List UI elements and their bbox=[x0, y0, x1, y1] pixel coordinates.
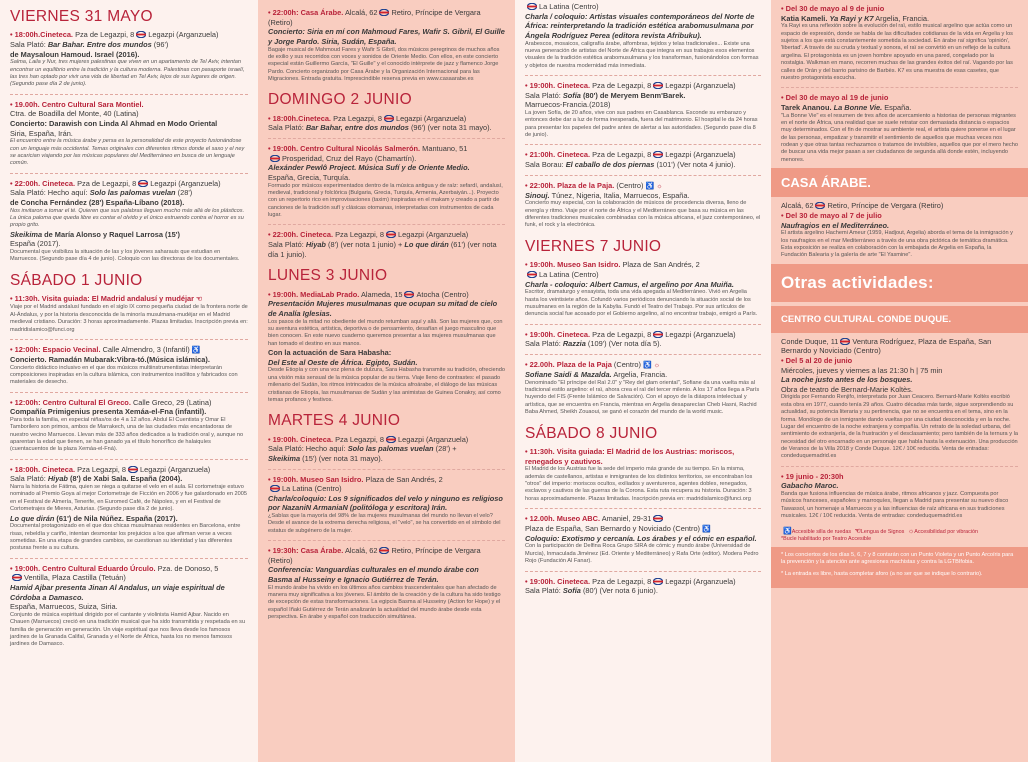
event: Conde Duque, 11 Ventura Rodríguez, Plaza de España, San Bernardo y Noviciado (Centro) • Del 5 al 20 de junio Miércoles, jueves y viernes a las 21:30 h | 75 min La noche justo antes de los bosques. Obra de teatro de Bernard-Marie Koltès. Dirigida por Fernando Renjifo, interpretada por Juan Ceacero. Bernard-Marie Koltès escribió esta obra en 1977, cuando tenía 29 años. Cuatro décadas más tarde, sigue sorprendiendo su actualidad, su potencia literaria y su pertinencia, que no se encuentra en el tema, sino en la forma. Monólogo de un inmigrante dando vueltas por una ciudad desconocida y en la noche. Lugar del encuentro de la noche extranjera y compañía. Un retrato de la soledad urbana, del sentimiento de extranjería, de la frustración y el desclasamiento; pero también de la ternura y la necesidad del otro encarnado en un personaje que habla hasta la extenuación. Una producción de Veranos de la Villa 2018 y Conde Duque. 12€ / 10€ reducida. Venta de entradas: condeduquemadrid.es bbox=[781, 336, 1018, 460]
event: • 12.00h. Museo ABC. Amaniel, 29-31 Plaza de España, San Bernardo y Noviciado (Centro) ♿ Coloquio: Exotismo y cercanía. Los árabes y el cómic en español. Con la participación de Delfina Roca Grupo SIRA de cómic y mundo árabe (Universidad de Murcia), Inmaculada Jiménez (Ed. Oriente y Mediterráneo) y Rafa Orte (editor). Modera Pedro Rojo (Fundación Al Fanar). bbox=[525, 514, 759, 565]
accessibility-legend: ♿Accesible silla de ruedas ☜Lengua de Signos ☼Accesibilidad por vibración *Bucle habilitado por Teatro Accesible bbox=[781, 527, 979, 542]
metro-icon bbox=[384, 115, 394, 122]
metro-icon bbox=[527, 3, 537, 10]
day-heading: SÁBADO 1 JUNIO bbox=[10, 271, 143, 289]
event: • 19:00h. Cineteca. Pza Legazpi, 8 Legazpi (Arganzuela) Sala Plató: Hecho aquí: Solo las palomas vuelan (28') + Skeikima (15') (ver nota 31 mayo). bbox=[268, 434, 469, 463]
metro-icon bbox=[386, 231, 396, 238]
bullet-icon: • bbox=[10, 30, 13, 40]
day-heading: LUNES 3 JUNIO bbox=[268, 267, 388, 285]
event: • 19:00h. Cineteca. Pza de Legazpi, 8 Legazpi (Arganzuela) Sala Plató: Sofía (80') (Ver nota 6 junio). bbox=[525, 576, 736, 596]
metro-icon bbox=[386, 436, 396, 443]
event: • 19:00h. Museo San Isidro. Plaza de San Andrés, 2 La Latina (Centro) Charla - coloquio: Albert Camus, el argelino por Ana Muiña. Escritor, dramaturgo y ensayista, toda una vida apegada al Mediterráneo. Vivió en Argelia hasta los veintisiete años. Cofundó varios periódicos denunciando la situación social de los musulmanes en la región de la Kabylia. Fundó el Teatro del Trabajo. Por sus artículos de denuncia social fue acosado por el Gobierno argelino, al no encontrar trabajo, emigró a París. bbox=[525, 260, 758, 318]
event: • 22:00h. Cineteca. Pza de Legazpi, 8 Legazpi (Arganzuela) Sala Plató: Hecho aquí: Solo las palomas vuelan (28') de Concha Fernández (28') España-Líbano (2018). Nos invitaron a tomar el té. Quieren que sus palabras lleguen mucho más allá de los plásticos. La única paloma que queda libre es contar el olvido y el único estruendo contra el horror es su propio grito. Skeikima de María Alonso y Raquel Larrosa (15') España (2017). Documental que visibiliza la situación de las y los jóvenes saharauis que estudian en Marruecos. (Segundo pase día 4 de junio). Coloquio con las directoras de los documentales. bbox=[10, 178, 245, 263]
day-heading: SÁBADO 8 JUNIO bbox=[525, 424, 658, 442]
metro-icon bbox=[128, 466, 138, 473]
event: • 19:00h. Centro Cultural Eduardo Úrculo. Pza. de Donoso, 5 Ventilla, Plaza Castilla (Tetuán) Hamid Ajbar presenta Jinan Al Andalus, un viaje espiritual de Córdoba a Damasco. España, Marruecos, Suiza, Siria. Conjunto de música espiritual dirigido por el cantante y violinista Hamid Ajbar. Nacido en Chauen (Marruecos) creció en una tradición musical que ha sido transmitida y respetada en su familia de generación en generación. Un viaje espiritual que nos lleva desde los famosos jardines de la Granada Califal, Granada y el Norte de África, hasta los no menos famosos jardines de Damasco. bbox=[10, 563, 246, 648]
metro-icon bbox=[270, 485, 280, 492]
section-title: CASA ÁRABE. bbox=[781, 175, 871, 191]
vibration-icon: ☼ bbox=[653, 361, 661, 369]
column-2 bbox=[258, 0, 515, 762]
sign-language-icon: ☜ bbox=[196, 296, 203, 304]
event: • 11:30h. Visita guiada: El Madrid andalusí y mudéjar ☜ Viaje por el Madrid andalusí fundado en el siglo IX como pequeña ciudad de la frontera norte de Al-Ándalus, y por la historia desconocida de la minoría musulmana-mudéjar en el Madrid medieval cristiano. Duración: 3 horas aproximadamente. Plazas limitadas. Inscripción previa en: madridislamico@funci.org bbox=[10, 294, 248, 333]
wheelchair-icon: ♿ bbox=[643, 361, 652, 369]
footer-notes: * Los conciertos de los días 5, 6, 7 y 8 contarán con un Punto Violeta y un Punto Arcoíris para la prevención y la atención ante agresiones machistas y contra la LGTBIfobia. * La entrada es libre, hasta completar aforo (a no ser que se indique lo contrario). bbox=[781, 551, 1014, 577]
metro-icon bbox=[527, 271, 537, 278]
vibration-icon: ☼ bbox=[907, 527, 915, 535]
metro-icon bbox=[379, 547, 389, 554]
metro-icon bbox=[653, 331, 663, 338]
event: • 19:00h. Cineteca. Pza de Legazpi, 8 Legazpi (Arganzuela) Sala Plató: Sofía (80') de Meryem Benm'Barek. Marruecos-Francia.(2018) La joven Sofía, de 20 años, vive con sus padres en Casablanca. Esconde su embarazo y entonces debe dar a luz de forma inesperada, fuera del matrimonio. El hospital le da 24 horas para presentar los papeles del padre antes de alertar a las autoridades. (Segundo pase día 8 de junio). bbox=[525, 81, 758, 138]
column-1 bbox=[0, 0, 258, 762]
metro-icon bbox=[379, 9, 389, 16]
metro-icon bbox=[653, 82, 663, 89]
event: Alcalá, 62 Retiro, Príncipe de Vergara (Retiro) • Del 30 de mayo al 7 de julio Naufragios en el Mediterráneo. El artista argelino Hachemi Ameur (1959, Hadjout, Argelia) aborda el tema de la inmigración y los naufragios en el mar Mediterráneo a través de una obra pictórica de temática dramática. Esta exposición se realiza en colaboración con la embajada de Argelia en España, la Fundación Balearia y la galería de arte "El Yasmine". bbox=[781, 201, 1013, 259]
metro-icon bbox=[404, 291, 414, 298]
event: La Latina (Centro) Charla / coloquio: Artistas visuales contemporáneos del Norte de África: reinterpretando la tradición estética arabomusulmana por Ángela Rodríguez Perea (editora revista Afribuku). Arabescos, mosaicos, caligrafía árabe, alfombras, tejidos y telas tradicionales... Existe una nueva generación de artistas del Norte de África que integra en sus trabajos esos elementos visuales de la tradición estética arabomusulmana y los transforman, fusionándolos con formas y objetos de nuestra modernidad más inmediata. bbox=[525, 2, 759, 69]
event: • Del 30 de mayo al 19 de junio Tarek Ananou. La Bonne Vie. España. "La Bonne Vie" es el resumen de tres años de acercamiento a historias de personas migrantes en el norte de África, una realidad que se suele retratar con demasiada distancia o espacios muy determinados. Con el fin de mostrar su ambiente real, el artista quiere ponerse en el lugar de las personas, empatizar y transmitir el sentimiento de aquellos que muchas veces nos rodean y que otras tantas rechazamos o tratamos de invisibles, aquellos que por el mero hecho de buscar una vida mejor pasan a ser ciudadanos de segunda allá donde estén, incluyendo menores. bbox=[781, 93, 1018, 163]
event: • 19:00h. Centro Cultural Nicolás Salmerón. Mantuano, 51 Prosperidad, Cruz del Rayo (Chamartín). Alexánder Pewlô Project. Música Sufí y de Oriente Medio. España, Grecia, Turquía. Formado por músicos experimentados dentro de la música antigua y de raíz: sefardí, andalusí, medieval, tradicional y folclórica (Bulgaria, Grecia, Turquía, Armenia, Azerbaiyán...). Proyecto con un repertorio rico en improvisaciones (taxim) inspiradas en el makam y creado a partir de canciones de la tradición sufí y clásicas otomanas, interpretadas con instrumentos de cada lugar. bbox=[268, 144, 503, 219]
day-heading: VIERNES 7 JUNIO bbox=[525, 237, 662, 255]
metro-icon bbox=[653, 515, 663, 522]
event: • 21:00h. Cineteca. Pza de Legazpi, 8 Legazpi (Arganzuela) Sala Borau: El caballo de dos piernas (101') (Ver nota 4 junio). bbox=[525, 150, 736, 169]
event: • 12:00h: Centro Cultural El Greco. Calle Greco, 29 (Latina) Compañía Primigenius presenta Xemáa-el-Fna (infantil). Para toda la familia, en especial niñas/os de 4 a 12 años. Abdul El Cuentista y Omar El Tamborilero son primos, ambos de Marrakech, una de las ciudades más encantadoras de nuestro vecino Marruecos. Llevan más de 333 años dedicados a la tradición oral y, aunque no aparentan la edad que tienen, se han ganado ya el título honorífico de halaiquíes (cuentacuentos de la plaza Xemáa-el-Fná). bbox=[10, 397, 244, 453]
event: • 19:00h. MediaLab Prado. Alameda, 15 Atocha (Centro) Presentación Mujeres musulmanas que ocupan su mitad de cielo de Analía Iglesias. Los pasos de la mitad no obediente del mundo retumban aquí y allá. Son las mujeres que, con su aventura estética, artística, deportiva o de pensamiento, desafían el juego masculino que bien conocen. En este nuevo cuaderno queremos presentar a las mujeres musulmanas que han tomado el destino en sus manos. Con la actuación de Sara Habasha: Del Este al Oeste de África. Egipto, Sudán. Desde Etiopía y con una voz plena de dulzura, Sara Habasha transmite su tradición, ofreciendo una visión más sensual de la música popular de su tierra. Viaje lleno de contrastes: el pasado milenario del Sudán, los ritmos intrincados de la música afroárabe, el diálogo de las músicas cristianas de Etiopía, las musulmanas de Sudán y las animistas de Guinea Conakry, así como temas profanos y festivos. bbox=[268, 289, 505, 403]
sign-language-icon: ☜ bbox=[854, 527, 861, 535]
event: • 18:00h.Cineteca. Pza Legazpi, 8 Legazpi (Arganzuela) Sala Plató: Bar Bahar, entre dos mundos (96') (ver nota 31 mayo). bbox=[268, 113, 492, 133]
event: • 22.00h. Plaza de la Paja (Centro) ♿ ☼ Sofiane Saidi & Mazalda. Argelia, Francia. Denominado "El príncipe del Raï 2.0" y "Rey del glam oriental", Sofiane da una vuelta más al tradicional estilo argelino: el raï, ahora crea el raï del tercer milenio. A los 17 años llega a París huyendo del FIS (Frente Islámico de Salvación). Con el apoyo de la diáspora intelectual y artística, que se encuentra en Francia, mientras en Argelia desaparecían Cheb Hasni, Rachid Baba Ahmed, Sheikh Zouaoui, se ganó el corazón del mundo de la world music. bbox=[525, 359, 760, 416]
metro-icon bbox=[138, 180, 148, 187]
event: • 19:00h. Cineteca. Pza de Legazpi, 8 Legazpi (Arganzuela) Sala Plató: Razzia (109') (Ver nota día 5). bbox=[525, 329, 736, 349]
vibration-icon: ☼ bbox=[656, 182, 663, 190]
event: • 12:00h: Espacio Vecinal. Calle Almendro, 3 (Infantil) ♿ Concierto. Ramadán Mubarak:Vibra-tó.(Música islámica). Concierto didáctico inclusivo en el que dos músicos multiinstrumentistas interpretarán composiciones inspiradas en la cultura islámica, con instrumentos insólitos y fabricados con materiales de desecho. bbox=[10, 344, 238, 386]
event: • 22:00h. Plaza de la Paja. (Centro) ♿ ☼ Sinouj. Túnez, Nigeria, Italia, Marruecos, España. Concierto muy especial, con la colaboración de músicos de procedencia diversa, lleno de energía y ritmo. Viaje por el norte de África y el Mediterráneo que basa su música en las diferentes tradiciones musicales combinadas con la música africana, el jazz contemporáneo, el funk, el rock y la electrónica. bbox=[525, 180, 761, 229]
event: • 19 junio - 20:30h Gabacho Maroc. Banda que fusiona influencias de música árabe, ritmos africanos y jazz. Compuesta por músicos franceses, españoles y marroquíes, llegan a Madrid para presentar su nuevo disco Tawassol, un homenaje a Marruecos y a las influencias de raíz africana en sus tradiciones musicales. 12€ / 10€ reducida. Venta de entradas: condeduquemadrid.es bbox=[781, 471, 1009, 520]
metro-icon bbox=[653, 151, 663, 158]
wheelchair-icon: ♿ bbox=[191, 346, 201, 354]
wheelchair-icon: ♿ bbox=[702, 525, 711, 533]
day-heading: DOMINGO 2 JUNIO bbox=[268, 91, 413, 109]
event: • 18:00h. Cineteca. Pza Legazpi, 8 Legazpi (Arganzuela) Sala Plató: Hiyab (8') de Xabi Sala. España (2004). Narra la historia de Fátima, quien se niega a quitarse el velo en el aula. El cortometraje estuvo nominado al Premio Goya al mejor Cortometraje de Ficción en 2006 y fue galardonado en 2005 en el Festival de Almería, Tenerife, en Euromed Café, de Nápoles, y en el Festival de Cortometrajes de Mieres, Asturias. (Segundo pase día 2 de junio). Lo que dirán (61') de Nila Núñez. España (2017). Documental protagonizado en el que dos chicas musulmanas residentes en Barcelona, entre risas, rebeldía y cariño, intentan desmontar los prejuicios a los que afirman verse a veces sometidas. En una etapa de grandes cambios, se cuestionan su identidad y las diferentes posturas frente a su cultura. bbox=[10, 464, 247, 552]
metro-icon bbox=[270, 155, 280, 162]
event: • Del 30 de mayo al 9 de junio Katia Kameli. Ya Rayi y K7 Argelia, Francia. Ya Rayi es una reflexión sobre la evolución del raï, estilo musical argelino que actúa como un espacio de expresión, donde se habla de las dificultades cotidianas de la vida en Argelia y los sujetos a los que está constantemente sometida la sociedad. En árabe raï significa 'opinión', 'libertad'. A través de su cruda y textual y sonora, el raï se convirtió en un reflejo de la cultura argelina. El protagonista es un joven hombre apoyado en una pared, congelado por la nostalgia. Walkman en mano, recorren muchas de las grandes éxitos del raï. Vagando por las calles de Orán y del barrio parisino de Barbès. K7 es una muestra de esas casetes, que nuestro protagonista escucha. bbox=[781, 4, 1013, 81]
day-heading: MARTES 4 JUNIO bbox=[268, 412, 401, 430]
metro-icon bbox=[136, 31, 146, 38]
metro-icon bbox=[12, 574, 22, 581]
event: • 22:00h: Casa Árabe. Alcalá, 62 Retiro, Príncipe de Vergara (Retiro) Concierto: Siria en mí con Mahmoud Fares, Wafir S. Gibril, El Guille y Jorge Pardo. Siria, Sudán, España. Bagaje musical de Mahmoud Fares y Wafir S Gibril, dos músicos peregrinos de muchos años de exilio y sus recorridos con voces y sonidos de Oriente Medio. Con ellos, en este concierto especial están Guillermo García, "El Guille" y el conocido intérprete de jazz y flamenco Jorge Pardo. Concierto organizado por Casa Árabe y la Organización Internacional para las Migraciones. Entrada gratuita. Imprescindible reserva previa en www.casaarabe.es bbox=[268, 8, 505, 82]
event: • 18:00h.Cineteca. Pza de Legazpi, 8 Legazpi (Arganzuela) Sala Plató: Bar Bahar. Entre dos mundos (96') de Maysaloun Hamoud. Israel (2016). Salma, Laila y Nur, tres mujeres palestinas que viven en un apartamento de Tel Aviv, intentan encontrar un equilibrio entre la tradición y la cultura moderna. Palestinas con pasaporte israelí, las tres han optado por vivir una vida de libertad en Tel Aviv, lejos de sus lugares de origen. (Segundo pase día 2 de junio). bbox=[10, 30, 245, 88]
section-title: Otras actividades: bbox=[781, 272, 934, 292]
column-4 bbox=[771, 0, 1028, 762]
event: • 19:30h: Casa Árabe. Alcalá, 62 Retiro, Príncipe de Vergara (Retiro) Conferencia: Vanguardias culturales en el mundo árabe con Basma al Husseiny e Ignacio Gutiérrez de Terán. El mundo árabe ha vivido en los últimos años cambios trascendentales que han afectado de manera muy significativa a los jóvenes. El ámbito de la creación y de la cultura ha sido testigo de excepción de estas transformaciones. La egipcia Basma al Husseiny (Action for Hope) y el español Iñaki Gutiérrez de Terán analizarán la actualidad del mundo árabe desde esta perspectiva. En árabe y español con traducción simultánea. bbox=[268, 546, 501, 621]
wheelchair-icon: ♿ bbox=[645, 182, 655, 190]
event: • 11:30h. Visita guiada: El Madrid de los Austrias: moriscos, renegados y cautivos. El Madrid de los Austrias fue la sede del imperio más grande de su tiempo. En la misma, además de castellanos, artistas e inmigrantes de los distintos territorios, se encontraban los "otros" del imperio: moriscos ocultos, exiliados y aventureros, agentes dobles, renegados, esclavos y cautivos de las guerras de la Corona. Esta ruta recupera su historia. Duración: 3 horas aproximadamente. Plazas limitadas. Inscripción previa en: madridislamico@funci.org bbox=[525, 446, 753, 502]
event: • 19:00h. Museo San Isidro. Plaza de San Andrés, 2 La Latina (Centro) Charla/coloquio: Los 9 significados del velo y ninguno es religioso por NazaniN ArmaniaN (politóloga y escritora) Irán. ¿Sabías que la mayoría del 98% de las mujeres musulmanas del mundo no llevan el velo? Desde el avance de la extrema derecha religiosa, el "velo", se ha convertido en el símbolo del estatus de subgénero de la mujer. bbox=[268, 474, 503, 534]
metro-icon bbox=[815, 202, 825, 209]
wheelchair-icon: ♿ bbox=[783, 527, 792, 535]
section-title: CENTRO CULTURAL CONDE DUQUE. bbox=[781, 314, 952, 326]
metro-icon bbox=[840, 338, 850, 345]
metro-icon bbox=[653, 578, 663, 585]
day-heading: VIERNES 31 MAYO bbox=[10, 8, 153, 25]
event: • 19.00h. Centro Cultural Sara Montiel. Ctra. de Boadilla del Monte, 40 (Latina) Concierto: Darawish con Linda Al Ahmad en Modo Oriental Siria, España, Irán. El encuentro entre la música árabe y persa es la personalidad de este proyecto fusionándose con un lenguaje más occidental. Temas originales con diferentes ritmos donde el saxo y el ney se acarician viajando por las músicas populares del Mediterráneo en busca de un lenguaje común. bbox=[10, 99, 245, 167]
event: • 22:00h. Cineteca. Pza Legazpi, 8 Legazpi (Arganzuela) Sala Plató: Hiyab (8') (ver nota 1 junio) + Lo que dirán (61') (ver nota día 1 junio). bbox=[268, 230, 497, 259]
column-3 bbox=[515, 0, 771, 762]
